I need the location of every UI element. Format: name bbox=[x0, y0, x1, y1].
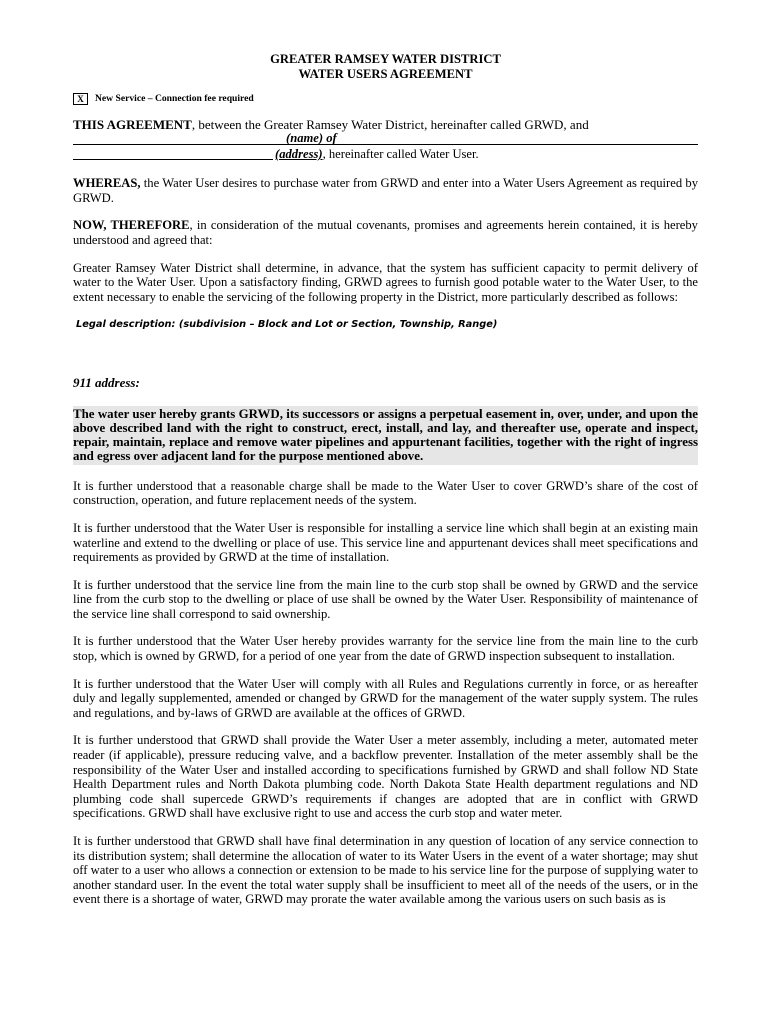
paragraph-rules: It is further understood that the Water User will comply with all Rules and Regulations currently in force, or as hereafter duly and legally supplemented, amended or changed by GRWD for the management of the water supply system. The rules and regulations, and by-laws of GRWD are available at the offices of GRWD. bbox=[73, 676, 698, 720]
name-field-line[interactable] bbox=[73, 144, 698, 145]
address-suffix: , hereinafter called Water User. bbox=[322, 147, 479, 162]
now-therefore-lead: NOW, THEREFORE bbox=[73, 218, 190, 233]
paragraph-ownership: It is further understood that the service line from the main line to the curb stop shall be owned by GRWD and the service line from the curb stop to the dwelling or place of use shall be owned by the Water User. Responsibility of maintenance of the service line shall correspond to said ownership. bbox=[73, 577, 698, 621]
now-therefore-text: , in consideration of the mutual covenants, promises and agreements herein contained, it is hereby understood and agreed that: bbox=[73, 218, 698, 247]
agreement-text: , between the Greater Ramsey Water District, hereinafter called GRWD, and bbox=[191, 116, 589, 132]
agreement-page bbox=[73, 52, 698, 907]
agreement-intro bbox=[73, 118, 698, 133]
new-service-checkbox[interactable]: X bbox=[73, 93, 88, 105]
address-label: (address) bbox=[275, 147, 323, 162]
new-service-label: New Service – Connection fee required bbox=[95, 93, 254, 104]
agreement-lead: THIS AGREEMENT bbox=[73, 116, 192, 132]
capacity-paragraph: Greater Ramsey Water District shall determine, in advance, that the system has sufficient capacity to permit delivery of water to the Water User. Upon a satisfactory finding, GRWD agrees to furnish good potable water to the Water User, to the extent necessary to enable the servicing of the following property in the District, more particularly described as follows: bbox=[73, 260, 698, 304]
address-row bbox=[73, 147, 698, 162]
title-line-1: GREATER RAMSEY WATER DISTRICT bbox=[270, 52, 501, 66]
new-service-option bbox=[73, 92, 698, 107]
address-field-line[interactable] bbox=[73, 159, 273, 160]
paragraph-warranty: It is further understood that the Water User hereby provides warranty for the service line from the main line to the curb stop, which is owned by GRWD, for a period of one year from the date of GRWD inspection subsequent to installation. bbox=[73, 634, 698, 664]
legal-description-label: Legal description: (subdivision – Block and Lot or Section, Township, Range) bbox=[76, 319, 498, 331]
document-title bbox=[73, 52, 698, 81]
paragraph-determination: It is further understood that GRWD shall have final determination in any question of location of any service connection to its distribution system; shall determine the allocation of water to its Water Users in the event of a water shortage; may shut off water to a user who allows a connection or extension to be made to his service line for the purpose of supplying water to another standard user. In the event the total water supply shall be insufficient to meet all of the needs of the users, or in the event there is a shortage of water, GRWD may prorate the water available among the various users on such basis as is bbox=[73, 834, 698, 907]
paragraph-service-line: It is further understood that the Water User is responsible for installing a service line which shall begin at an existing main waterline and extend to the dwelling or place of use. This service line and appurtenant devices shall meet specifications and requirements as provided by GRWD at the time of installation. bbox=[73, 520, 698, 565]
easement-paragraph: The water user hereby grants GRWD, its successors or assigns a perpetual easement in, over, under, and upon the above described land with the right to construct, erect, install, and lay, and thereafter use, operate and inspect, repair, maintain, replace and remove water pipelines and appurtenant facilities, together with the right of ingress and egress over adjacent land for the purpose mentioned above. bbox=[73, 406, 698, 464]
name-label: (name) of bbox=[286, 131, 337, 146]
now-therefore-paragraph bbox=[73, 218, 698, 247]
name-row bbox=[73, 132, 698, 147]
whereas-lead: WHEREAS, bbox=[73, 176, 141, 191]
whereas-paragraph bbox=[73, 176, 698, 205]
paragraph-meter: It is further understood that GRWD shall provide the Water User a meter assembly, including a meter, automated meter reader (if applicable), pressure reducing valve, and a backflow preventer. Installation of the meter assembly shall be the responsibility of the Water User and installed according to specifications furnished by GRWD and shall follow ND State Health Department rules and North Dakota plumbing code. North Dakota State Health department regulations and ND plumbing code shall supercede GRWD’s requirements if changes are adopted that are in conflict with GRWD specifications. GRWD shall have exclusive right to use and access the curb stop and water meter. bbox=[73, 733, 698, 821]
whereas-text: the Water User desires to purchase water from GRWD and enter into a Water Users Agreement as required by GRWD. bbox=[73, 176, 698, 205]
title-line-2: WATER USERS AGREEMENT bbox=[298, 66, 473, 81]
address-911-label: 911 address: bbox=[73, 374, 140, 390]
paragraph-charge: It is further understood that a reasonable charge shall be made to the Water User to cover GRWD’s share of the cost of construction, operation, and future replacement needs of the system. bbox=[73, 478, 698, 508]
